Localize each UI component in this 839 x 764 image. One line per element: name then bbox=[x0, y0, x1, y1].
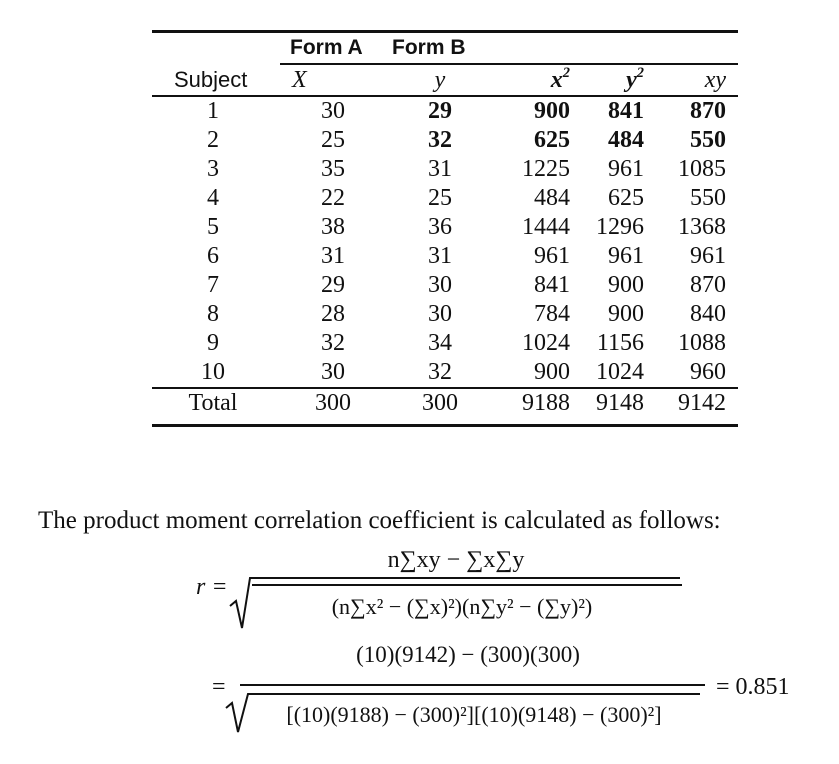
total-label: Total bbox=[188, 390, 238, 416]
total-x: 300 bbox=[315, 390, 351, 416]
cell-xy: 961 bbox=[690, 243, 726, 269]
formula-denominator: (n∑x² − (∑x)²)(n∑y² − (∑y)²) bbox=[331, 594, 593, 619]
cell-subject: 5 bbox=[207, 214, 219, 240]
cell-subject: 1 bbox=[207, 98, 219, 124]
formula-lhs: r = bbox=[196, 574, 228, 600]
cell-x: 28 bbox=[321, 301, 345, 327]
cell-y: 31 bbox=[428, 243, 452, 269]
cell-y2: 900 bbox=[608, 301, 644, 327]
cell-x: 30 bbox=[321, 359, 345, 385]
cell-subject: 10 bbox=[201, 359, 225, 385]
cell-x: 22 bbox=[321, 185, 345, 211]
cell-x2: 625 bbox=[534, 127, 570, 153]
cell-y: 31 bbox=[428, 156, 452, 182]
cell-y2: 900 bbox=[608, 272, 644, 298]
cell-x2: 900 bbox=[534, 98, 570, 124]
cell-x2: 841 bbox=[534, 272, 570, 298]
cell-x2: 1024 bbox=[522, 330, 570, 356]
x-column-header: X bbox=[292, 67, 307, 93]
formula-result: = 0.851 bbox=[716, 674, 790, 700]
cell-y2: 484 bbox=[608, 127, 644, 153]
cell-subject: 9 bbox=[207, 330, 219, 356]
cell-y2: 961 bbox=[608, 243, 644, 269]
xy-column-header: xy bbox=[704, 67, 726, 93]
formula-numerator: n∑xy − ∑x∑y bbox=[387, 547, 525, 573]
cell-xy: 1088 bbox=[678, 330, 726, 356]
cell-xy: 550 bbox=[690, 185, 726, 211]
formula-step-numerator: (10)(9142) − (300)(300) bbox=[356, 642, 580, 667]
cell-subject: 7 bbox=[207, 272, 219, 298]
cell-x: 32 bbox=[321, 330, 345, 356]
cell-x: 29 bbox=[321, 272, 345, 298]
cell-x: 38 bbox=[321, 214, 345, 240]
total-xy: 9142 bbox=[678, 390, 726, 416]
y-squared-column-header: $y^2$ bbox=[626, 64, 644, 93]
cell-subject: 4 bbox=[207, 185, 219, 211]
total-y-squared: 9148 bbox=[596, 390, 644, 416]
cell-x2: 784 bbox=[534, 301, 570, 327]
cell-xy: 870 bbox=[690, 98, 726, 124]
cell-y: 29 bbox=[428, 98, 452, 124]
cell-y: 25 bbox=[428, 185, 452, 211]
cell-y: 30 bbox=[428, 301, 452, 327]
cell-subject: 2 bbox=[207, 127, 219, 153]
cell-subject: 3 bbox=[207, 156, 219, 182]
cell-x2: 900 bbox=[534, 359, 570, 385]
total-y: 300 bbox=[422, 390, 458, 416]
subject-column-header: Subject bbox=[174, 67, 248, 92]
cell-subject: 8 bbox=[207, 301, 219, 327]
form-a-header: Form A bbox=[290, 36, 363, 59]
cell-x2: 1225 bbox=[522, 156, 570, 182]
cell-xy: 840 bbox=[690, 301, 726, 327]
cell-y: 34 bbox=[428, 330, 452, 356]
cell-y: 30 bbox=[428, 272, 452, 298]
cell-x2: 1444 bbox=[522, 214, 570, 240]
total-x-squared: 9188 bbox=[522, 390, 570, 416]
cell-y2: 1156 bbox=[596, 330, 644, 356]
cell-x: 30 bbox=[321, 98, 345, 124]
cell-x2: 961 bbox=[534, 243, 570, 269]
form-b-header: Form B bbox=[392, 36, 466, 59]
formula-step-denominator: [(10)(9188) − (300)²][(10)(9148) − (300)²] bbox=[286, 702, 662, 727]
cell-y2: 841 bbox=[608, 98, 644, 124]
intro-text: The product moment correlation coefficient is calculated as follows: bbox=[38, 507, 721, 534]
cell-x2: 484 bbox=[534, 185, 570, 211]
x-squared-column-header: $x^2$ bbox=[550, 64, 570, 93]
formula-step-prefix: = bbox=[212, 674, 226, 700]
cell-xy: 1085 bbox=[678, 156, 726, 182]
cell-y: 32 bbox=[428, 359, 452, 385]
cell-x: 25 bbox=[321, 127, 345, 153]
y-column-header: y bbox=[434, 67, 446, 93]
cell-subject: 6 bbox=[207, 243, 219, 269]
cell-xy: 550 bbox=[690, 127, 726, 153]
cell-xy: 870 bbox=[690, 272, 726, 298]
cell-y: 36 bbox=[428, 214, 452, 240]
cell-xy: 1368 bbox=[678, 214, 726, 240]
cell-y2: 625 bbox=[608, 185, 644, 211]
cell-y2: 1024 bbox=[596, 359, 644, 385]
cell-y2: 1296 bbox=[596, 214, 644, 240]
cell-xy: 960 bbox=[690, 359, 726, 385]
cell-x: 35 bbox=[321, 156, 345, 182]
cell-x: 31 bbox=[321, 243, 345, 269]
cell-y2: 961 bbox=[608, 156, 644, 182]
cell-y: 32 bbox=[428, 127, 452, 153]
